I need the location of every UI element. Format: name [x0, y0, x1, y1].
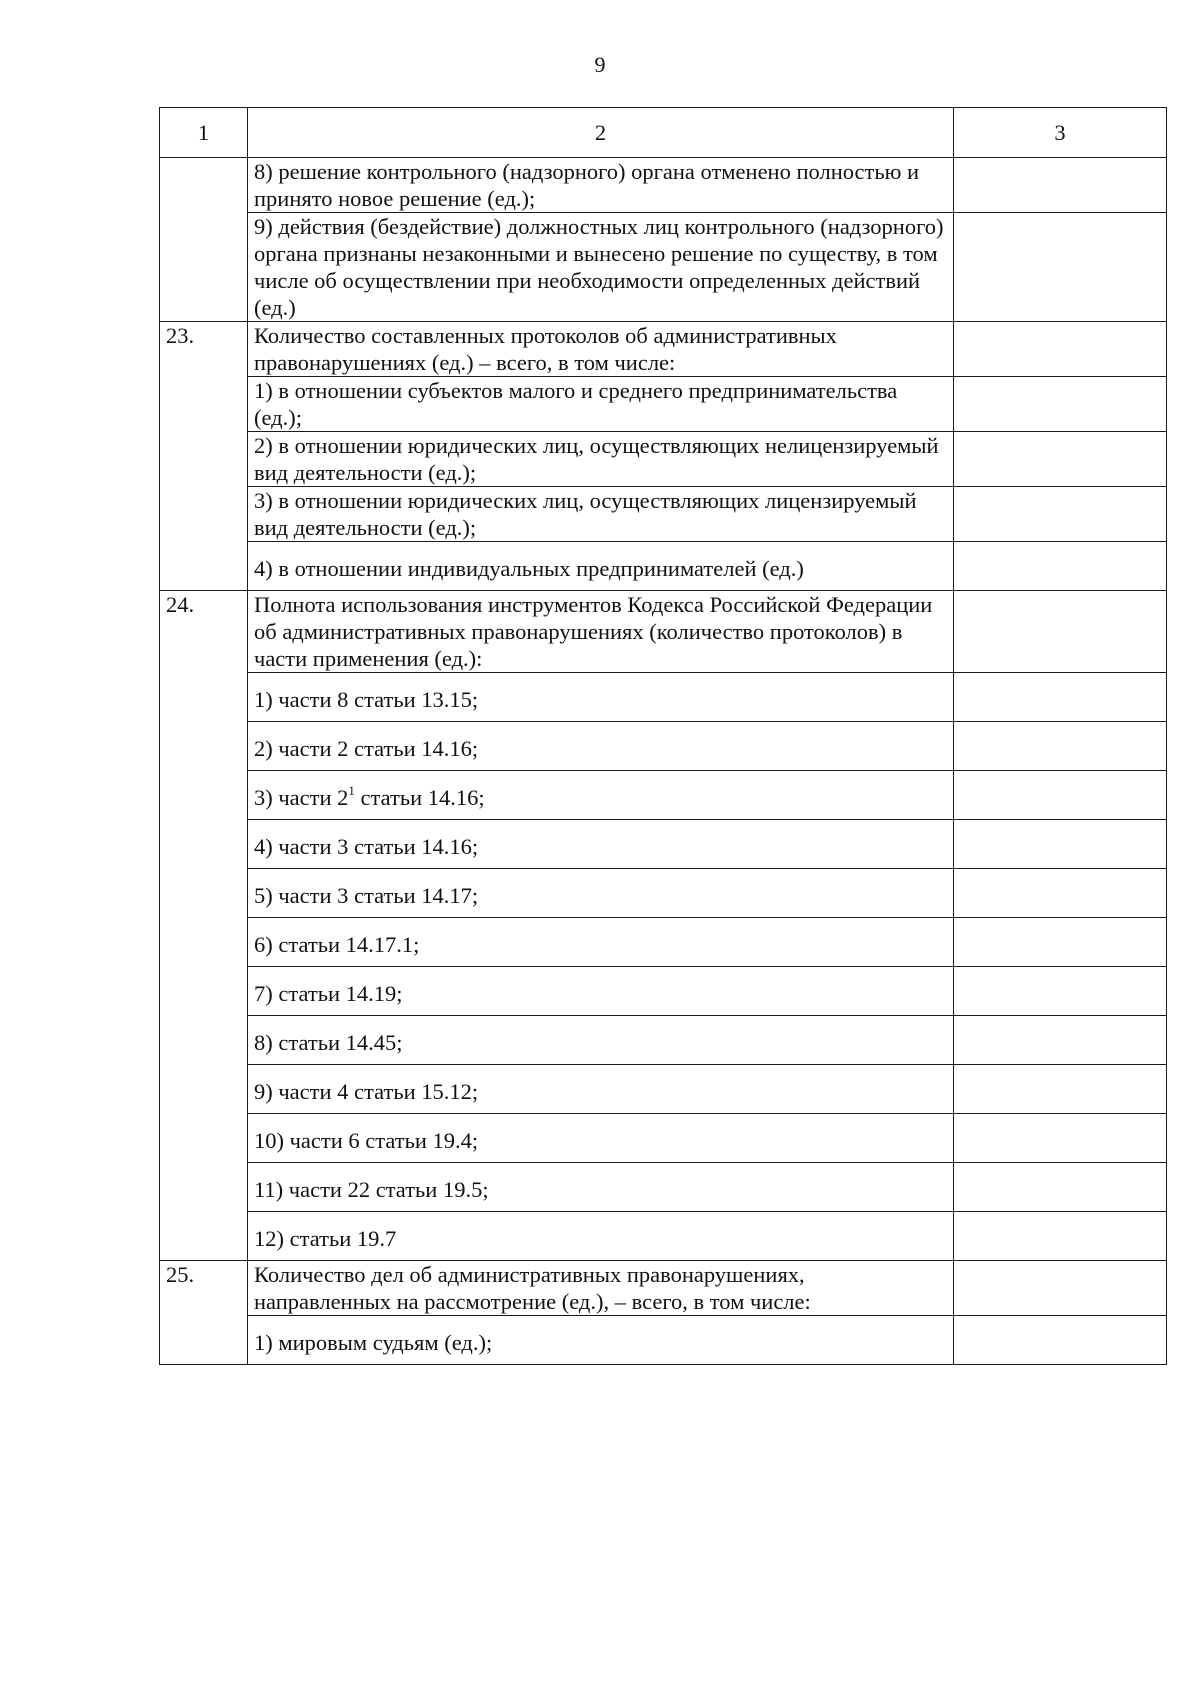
value-cell — [954, 591, 1167, 673]
value-cell — [954, 158, 1167, 213]
table-row — [160, 1114, 1167, 1163]
table-row — [160, 1016, 1167, 1065]
table-row — [160, 213, 1167, 322]
value-cell — [954, 213, 1167, 322]
table-row — [160, 487, 1167, 542]
row-text: 7) статьи 14.19; — [248, 967, 954, 1016]
table-row — [160, 722, 1167, 771]
table-row — [160, 869, 1167, 918]
value-cell — [954, 1212, 1167, 1261]
superscript: 1 — [348, 782, 355, 798]
row-text: 4) части 3 статьи 14.16; — [248, 820, 954, 869]
table-row — [160, 377, 1167, 432]
table-header-row — [160, 108, 1167, 158]
value-cell — [954, 542, 1167, 591]
row-text: 6) статьи 14.17.1; — [248, 918, 954, 967]
row-text: 1) мировым судьям (ед.); — [248, 1316, 954, 1365]
table-row — [160, 542, 1167, 591]
value-cell — [954, 869, 1167, 918]
page-number: 9 — [594, 52, 606, 77]
row-text: 2) части 2 статьи 14.16; — [248, 722, 954, 771]
value-cell — [954, 820, 1167, 869]
header-col-3: 3 — [954, 108, 1167, 158]
section-number: 25. — [160, 1261, 248, 1365]
row-text: 9) части 4 статьи 15.12; — [248, 1065, 954, 1114]
table-row — [160, 432, 1167, 487]
table-row — [160, 771, 1167, 820]
value-cell — [954, 771, 1167, 820]
row-text: 11) части 22 статьи 19.5; — [248, 1163, 954, 1212]
table-row — [160, 322, 1167, 377]
table-row — [160, 591, 1167, 673]
row-text: 5) части 3 статьи 14.17; — [248, 869, 954, 918]
section-number: 23. — [160, 322, 248, 591]
row-text: 8) решение контрольного (надзорного) органа отменено полностью и принято новое решение (ед.); — [248, 158, 954, 213]
row-text: 9) действия (бездействие) должностных лиц контрольного (надзорного) органа признаны незаконными и вынесено решение по существу, в том числе об осуществлении при необходимости определенных действий (ед.) — [248, 213, 954, 322]
value-cell — [954, 1261, 1167, 1316]
section-title: Количество дел об административных правонарушениях, направленных на рассмотрение (ед.), – всего, в том числе: — [248, 1261, 954, 1316]
row-text: 10) части 6 статьи 19.4; — [248, 1114, 954, 1163]
value-cell — [954, 1163, 1167, 1212]
table-row — [160, 1261, 1167, 1316]
table-row — [160, 1316, 1167, 1365]
value-cell — [954, 1065, 1167, 1114]
row-text: 1) в отношении субъектов малого и среднего предпринимательства (ед.); — [248, 377, 954, 432]
table-row — [160, 1163, 1167, 1212]
value-cell — [954, 487, 1167, 542]
row-text: 1) части 8 статьи 13.15; — [248, 673, 954, 722]
row-text — [248, 771, 954, 820]
item-prefix: 3) части 2 — [254, 785, 349, 810]
header-col-2: 2 — [248, 108, 954, 158]
section-title: Количество составленных протоколов об административных правонарушениях (ед.) – всего, в том числе: — [248, 322, 954, 377]
table-row — [160, 1065, 1167, 1114]
item-suffix: статьи 14.16; — [354, 785, 485, 810]
section-title: Полнота использования инструментов Кодекса Российской Федерации об административных правонарушениях (количество протоколов) в части применения (ед.): — [248, 591, 954, 673]
row-text: 2) в отношении юридических лиц, осуществляющих нелицензируемый вид деятельности (ед.); — [248, 432, 954, 487]
value-cell — [954, 1016, 1167, 1065]
row-text: 4) в отношении индивидуальных предпринимателей (ед.) — [248, 542, 954, 591]
table-row — [160, 820, 1167, 869]
header-col-1: 1 — [160, 108, 248, 158]
value-cell — [954, 673, 1167, 722]
value-cell — [954, 377, 1167, 432]
row-text: 8) статьи 14.45; — [248, 1016, 954, 1065]
row-text: 12) статьи 19.7 — [248, 1212, 954, 1261]
table-row — [160, 1212, 1167, 1261]
value-cell — [954, 967, 1167, 1016]
value-cell — [954, 322, 1167, 377]
table-row — [160, 918, 1167, 967]
number-cell — [160, 158, 248, 322]
row-text: 3) в отношении юридических лиц, осуществляющих лицензируемый вид деятельности (ед.); — [248, 487, 954, 542]
indicators-table — [159, 107, 1167, 1365]
table-row — [160, 967, 1167, 1016]
value-cell — [954, 1114, 1167, 1163]
table-row — [160, 158, 1167, 213]
value-cell — [954, 722, 1167, 771]
value-cell — [954, 918, 1167, 967]
section-number: 24. — [160, 591, 248, 1261]
table-row — [160, 673, 1167, 722]
value-cell — [954, 432, 1167, 487]
value-cell — [954, 1316, 1167, 1365]
